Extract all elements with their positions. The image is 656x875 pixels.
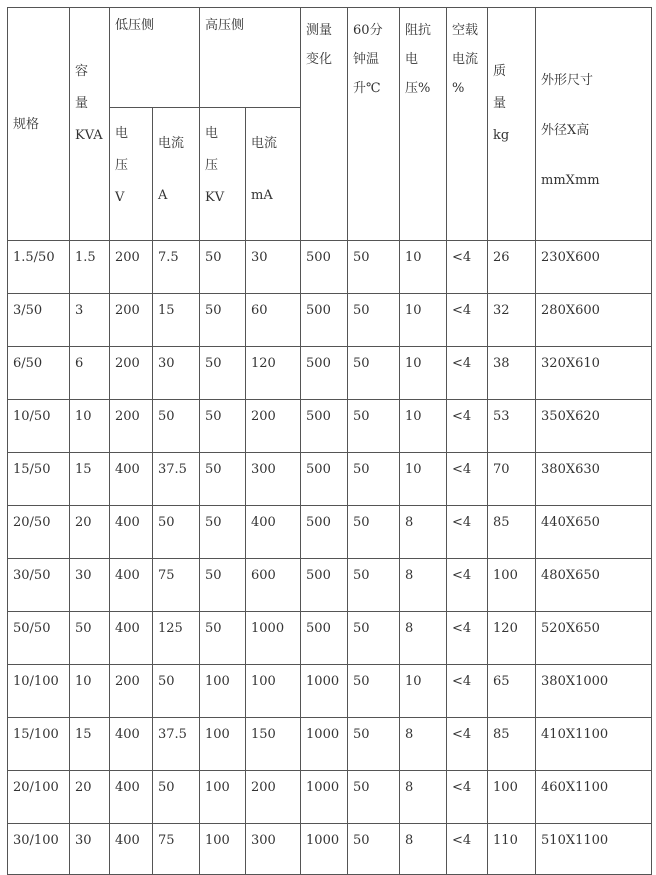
cell-noload: <4 xyxy=(447,771,488,824)
cell-low-current: 37.5 xyxy=(153,453,200,506)
cell-dimensions: 320X610 xyxy=(536,347,652,400)
header-high-side: 高压侧 xyxy=(200,8,301,108)
cell-temp-rise: 50 xyxy=(348,453,400,506)
cell-high-current: 600 xyxy=(246,559,301,612)
cell-impedance: 10 xyxy=(400,665,447,718)
cell-mass: 32 xyxy=(488,294,536,347)
cell-low-voltage: 200 xyxy=(110,294,153,347)
cell-measure-ratio: 1000 xyxy=(301,824,348,875)
cell-noload: <4 xyxy=(447,665,488,718)
cell-low-voltage: 400 xyxy=(110,612,153,665)
cell-dimensions: 440X650 xyxy=(536,506,652,559)
header-spec: 规格 xyxy=(8,8,70,241)
cell-mass: 85 xyxy=(488,506,536,559)
cell-noload: <4 xyxy=(447,824,488,875)
cell-mass: 53 xyxy=(488,400,536,453)
cell-high-current: 60 xyxy=(246,294,301,347)
table-row xyxy=(8,453,652,506)
cell-capacity: 6 xyxy=(70,347,110,400)
cell-high-current: 200 xyxy=(246,771,301,824)
cell-high-voltage: 100 xyxy=(200,771,246,824)
header-noload-current: 空载 电流 % xyxy=(447,8,488,241)
cell-low-voltage: 200 xyxy=(110,241,153,294)
cell-spec: 15/100 xyxy=(8,718,70,771)
cell-temp-rise: 50 xyxy=(348,824,400,875)
cell-low-voltage: 200 xyxy=(110,665,153,718)
cell-noload: <4 xyxy=(447,718,488,771)
cell-noload: <4 xyxy=(447,559,488,612)
cell-dimensions: 280X600 xyxy=(536,294,652,347)
cell-temp-rise: 50 xyxy=(348,771,400,824)
header-high-current: 电流 mA xyxy=(246,108,301,241)
table-row xyxy=(8,771,652,824)
cell-low-current: 50 xyxy=(153,506,200,559)
cell-spec: 10/100 xyxy=(8,665,70,718)
cell-mass: 120 xyxy=(488,612,536,665)
cell-impedance: 10 xyxy=(400,453,447,506)
table-row xyxy=(8,347,652,400)
header-mass: 质 量 kg xyxy=(488,8,536,241)
cell-mass: 100 xyxy=(488,559,536,612)
cell-high-voltage: 50 xyxy=(200,294,246,347)
cell-low-voltage: 400 xyxy=(110,453,153,506)
cell-low-voltage: 200 xyxy=(110,400,153,453)
cell-capacity: 1.5 xyxy=(70,241,110,294)
cell-low-current: 75 xyxy=(153,559,200,612)
cell-measure-ratio: 500 xyxy=(301,400,348,453)
header-impedance-voltage: 阻抗 电 压% xyxy=(400,8,447,241)
cell-dimensions: 380X1000 xyxy=(536,665,652,718)
cell-low-voltage: 400 xyxy=(110,824,153,875)
cell-low-current: 30 xyxy=(153,347,200,400)
cell-measure-ratio: 500 xyxy=(301,453,348,506)
header-low-voltage: 电 压 V xyxy=(110,108,153,241)
cell-low-current: 15 xyxy=(153,294,200,347)
cell-dimensions: 510X1100 xyxy=(536,824,652,875)
cell-mass: 65 xyxy=(488,665,536,718)
cell-high-current: 30 xyxy=(246,241,301,294)
cell-mass: 70 xyxy=(488,453,536,506)
cell-temp-rise: 50 xyxy=(348,506,400,559)
table-row xyxy=(8,294,652,347)
cell-low-voltage: 400 xyxy=(110,559,153,612)
cell-low-current: 50 xyxy=(153,771,200,824)
cell-dimensions: 520X650 xyxy=(536,612,652,665)
cell-low-voltage: 400 xyxy=(110,771,153,824)
cell-capacity: 30 xyxy=(70,824,110,875)
cell-spec: 30/100 xyxy=(8,824,70,875)
cell-impedance: 8 xyxy=(400,718,447,771)
cell-high-current: 300 xyxy=(246,453,301,506)
header-measure-ratio: 测量 变化 xyxy=(301,8,348,241)
cell-impedance: 10 xyxy=(400,241,447,294)
cell-measure-ratio: 1000 xyxy=(301,771,348,824)
cell-measure-ratio: 500 xyxy=(301,612,348,665)
header-dimensions: 外形尺寸 外径X高 mmXmm xyxy=(536,8,652,241)
cell-dimensions: 480X650 xyxy=(536,559,652,612)
cell-measure-ratio: 500 xyxy=(301,294,348,347)
cell-temp-rise: 50 xyxy=(348,612,400,665)
cell-capacity: 50 xyxy=(70,612,110,665)
cell-low-current: 75 xyxy=(153,824,200,875)
cell-high-current: 150 xyxy=(246,718,301,771)
cell-high-current: 120 xyxy=(246,347,301,400)
cell-high-voltage: 100 xyxy=(200,718,246,771)
cell-dimensions: 380X630 xyxy=(536,453,652,506)
cell-impedance: 10 xyxy=(400,294,447,347)
cell-mass: 100 xyxy=(488,771,536,824)
cell-impedance: 8 xyxy=(400,559,447,612)
cell-high-current: 300 xyxy=(246,824,301,875)
cell-high-voltage: 50 xyxy=(200,559,246,612)
header-temp-rise: 60分 钟温 升℃ xyxy=(348,8,400,241)
cell-impedance: 10 xyxy=(400,347,447,400)
cell-dimensions: 350X620 xyxy=(536,400,652,453)
cell-high-voltage: 100 xyxy=(200,824,246,875)
cell-noload: <4 xyxy=(447,241,488,294)
table-row xyxy=(8,559,652,612)
cell-temp-rise: 50 xyxy=(348,241,400,294)
cell-high-current: 200 xyxy=(246,400,301,453)
cell-low-current: 50 xyxy=(153,665,200,718)
cell-high-voltage: 50 xyxy=(200,453,246,506)
cell-noload: <4 xyxy=(447,400,488,453)
table-row xyxy=(8,506,652,559)
cell-low-current: 125 xyxy=(153,612,200,665)
cell-spec: 1.5/50 xyxy=(8,241,70,294)
cell-temp-rise: 50 xyxy=(348,347,400,400)
cell-capacity: 15 xyxy=(70,718,110,771)
cell-mass: 110 xyxy=(488,824,536,875)
cell-noload: <4 xyxy=(447,347,488,400)
cell-high-current: 400 xyxy=(246,506,301,559)
cell-high-voltage: 50 xyxy=(200,612,246,665)
cell-noload: <4 xyxy=(447,453,488,506)
cell-impedance: 10 xyxy=(400,400,447,453)
cell-noload: <4 xyxy=(447,612,488,665)
cell-mass: 85 xyxy=(488,718,536,771)
cell-high-voltage: 50 xyxy=(200,347,246,400)
cell-temp-rise: 50 xyxy=(348,294,400,347)
cell-capacity: 15 xyxy=(70,453,110,506)
header-capacity: 容 量 KVA xyxy=(70,8,110,241)
cell-spec: 20/100 xyxy=(8,771,70,824)
cell-low-voltage: 400 xyxy=(110,718,153,771)
table-row xyxy=(8,824,652,875)
cell-capacity: 20 xyxy=(70,771,110,824)
cell-measure-ratio: 1000 xyxy=(301,718,348,771)
cell-temp-rise: 50 xyxy=(348,400,400,453)
cell-measure-ratio: 500 xyxy=(301,559,348,612)
cell-high-voltage: 50 xyxy=(200,400,246,453)
cell-capacity: 20 xyxy=(70,506,110,559)
cell-dimensions: 410X1100 xyxy=(536,718,652,771)
cell-capacity: 30 xyxy=(70,559,110,612)
header-low-side: 低压侧 xyxy=(110,8,200,108)
cell-capacity: 10 xyxy=(70,400,110,453)
cell-low-current: 37.5 xyxy=(153,718,200,771)
cell-low-voltage: 400 xyxy=(110,506,153,559)
cell-high-voltage: 50 xyxy=(200,506,246,559)
table-row xyxy=(8,612,652,665)
cell-temp-rise: 50 xyxy=(348,665,400,718)
cell-low-current: 7.5 xyxy=(153,241,200,294)
cell-capacity: 10 xyxy=(70,665,110,718)
cell-mass: 26 xyxy=(488,241,536,294)
cell-impedance: 8 xyxy=(400,612,447,665)
cell-dimensions: 230X600 xyxy=(536,241,652,294)
table-row xyxy=(8,241,652,294)
cell-high-current: 1000 xyxy=(246,612,301,665)
cell-measure-ratio: 500 xyxy=(301,506,348,559)
header-low-current: 电流 A xyxy=(153,108,200,241)
cell-impedance: 8 xyxy=(400,771,447,824)
cell-high-voltage: 100 xyxy=(200,665,246,718)
cell-low-voltage: 200 xyxy=(110,347,153,400)
cell-spec: 15/50 xyxy=(8,453,70,506)
cell-mass: 38 xyxy=(488,347,536,400)
cell-spec: 10/50 xyxy=(8,400,70,453)
table-row xyxy=(8,665,652,718)
cell-measure-ratio: 500 xyxy=(301,347,348,400)
cell-low-current: 50 xyxy=(153,400,200,453)
cell-dimensions: 460X1100 xyxy=(536,771,652,824)
transformer-spec-table xyxy=(7,7,652,875)
cell-spec: 6/50 xyxy=(8,347,70,400)
cell-spec: 50/50 xyxy=(8,612,70,665)
cell-temp-rise: 50 xyxy=(348,718,400,771)
cell-impedance: 8 xyxy=(400,824,447,875)
cell-spec: 30/50 xyxy=(8,559,70,612)
cell-spec: 20/50 xyxy=(8,506,70,559)
cell-noload: <4 xyxy=(447,506,488,559)
cell-temp-rise: 50 xyxy=(348,559,400,612)
cell-high-current: 100 xyxy=(246,665,301,718)
cell-noload: <4 xyxy=(447,294,488,347)
cell-measure-ratio: 1000 xyxy=(301,665,348,718)
cell-capacity: 3 xyxy=(70,294,110,347)
cell-measure-ratio: 500 xyxy=(301,241,348,294)
cell-spec: 3/50 xyxy=(8,294,70,347)
table-row xyxy=(8,718,652,771)
cell-impedance: 8 xyxy=(400,506,447,559)
table-row xyxy=(8,400,652,453)
cell-high-voltage: 50 xyxy=(200,241,246,294)
header-high-voltage: 电 压 KV xyxy=(200,108,246,241)
